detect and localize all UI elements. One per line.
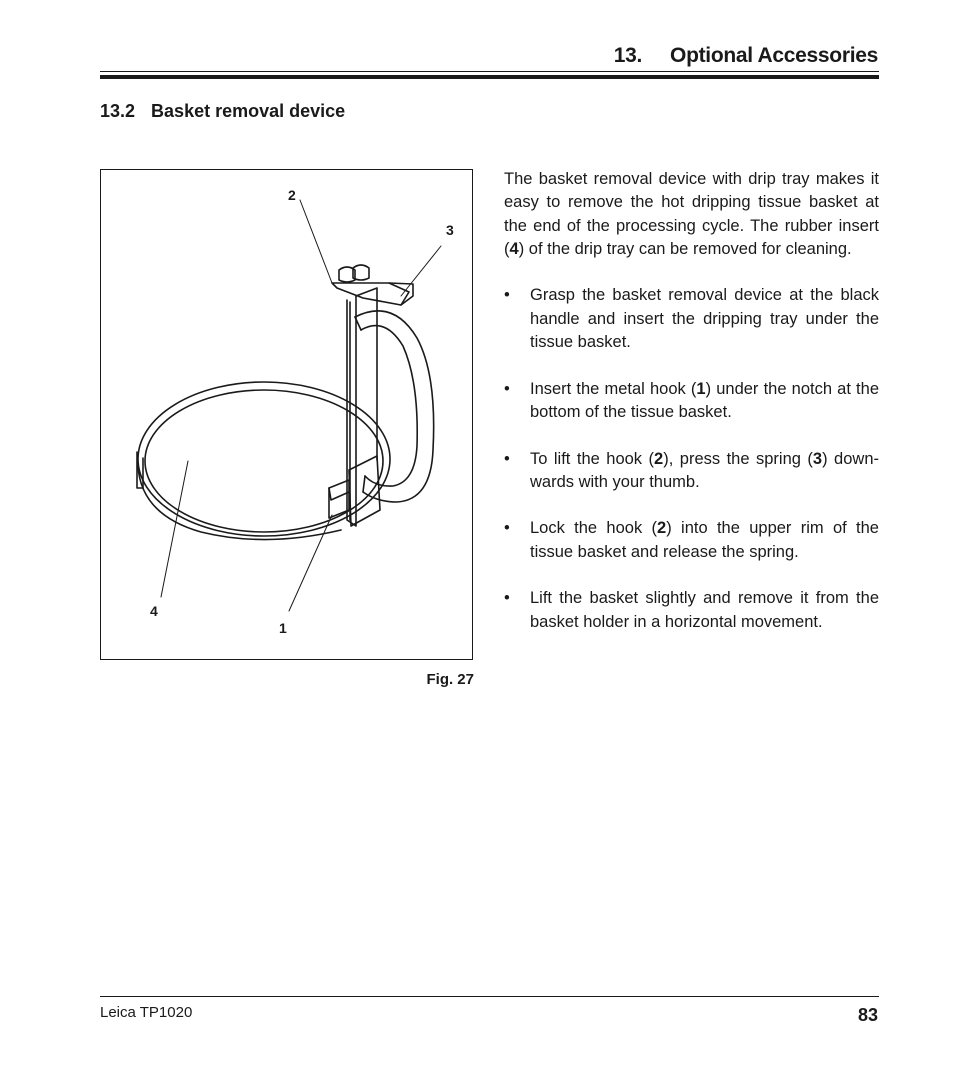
- bullet-icon: •: [504, 589, 510, 608]
- leader-line-3: [401, 246, 441, 296]
- list-item: • To lift the hook (2), press the spring (3) down-wards with your thumb.: [504, 449, 879, 491]
- handle-outer: [355, 311, 434, 502]
- list-item: • Grasp the basket removal device at the black handle and insert the dripping tray under the tissue basket.: [504, 286, 879, 352]
- bullet-icon: •: [504, 449, 510, 468]
- page-number: 83: [857, 1005, 878, 1025]
- chapter-title: Optional Accessories: [670, 44, 878, 67]
- footer-product: Leica TP1020: [100, 1004, 193, 1021]
- header-rule-thick: [100, 75, 879, 79]
- section-title: Basket removal device: [151, 101, 346, 121]
- basket-removal-device-illustration: [101, 170, 474, 661]
- bullet-icon: •: [504, 519, 510, 538]
- callout-3: 3: [446, 222, 454, 238]
- bullet-icon: •: [504, 286, 510, 305]
- header-rule-thin: [100, 71, 879, 72]
- callout-2: 2: [288, 187, 296, 203]
- section-heading: [100, 101, 345, 122]
- list-item: • Lift the basket slightly and remove it from the basket holder in a horizontal movement.: [504, 589, 879, 631]
- drip-tray-outer-rim: [138, 382, 390, 536]
- callout-4: 4: [150, 603, 158, 619]
- section-number: 13.2: [100, 101, 136, 121]
- list-item: • Insert the metal hook (1) under the notch at the bottom of the tissue basket.: [504, 379, 879, 421]
- chapter-number: 13.: [613, 44, 643, 67]
- leader-line-2: [300, 200, 332, 283]
- chapter-heading: [614, 44, 878, 68]
- figure-basket-removal-device: [100, 169, 473, 660]
- body-text: [504, 168, 879, 657]
- figure-caption: Fig. 27: [426, 671, 474, 688]
- footer-rule: [100, 996, 879, 997]
- lower-clamp: [349, 456, 380, 526]
- intro-paragraph: The basket removal device with drip tray makes it easy to remove the hot dripping tissue basket at the end of the processing cycle. The rubber insert (4) of the drip tray can be removed for cleaning.: [504, 170, 879, 258]
- list-item: • Lock the hook (2) into the upper rim of the tissue basket and release the spring.: [504, 519, 879, 561]
- bullet-icon: •: [504, 379, 510, 398]
- leader-line-4: [161, 461, 188, 597]
- spring-plate: [332, 283, 409, 305]
- callout-1: 1: [279, 620, 287, 636]
